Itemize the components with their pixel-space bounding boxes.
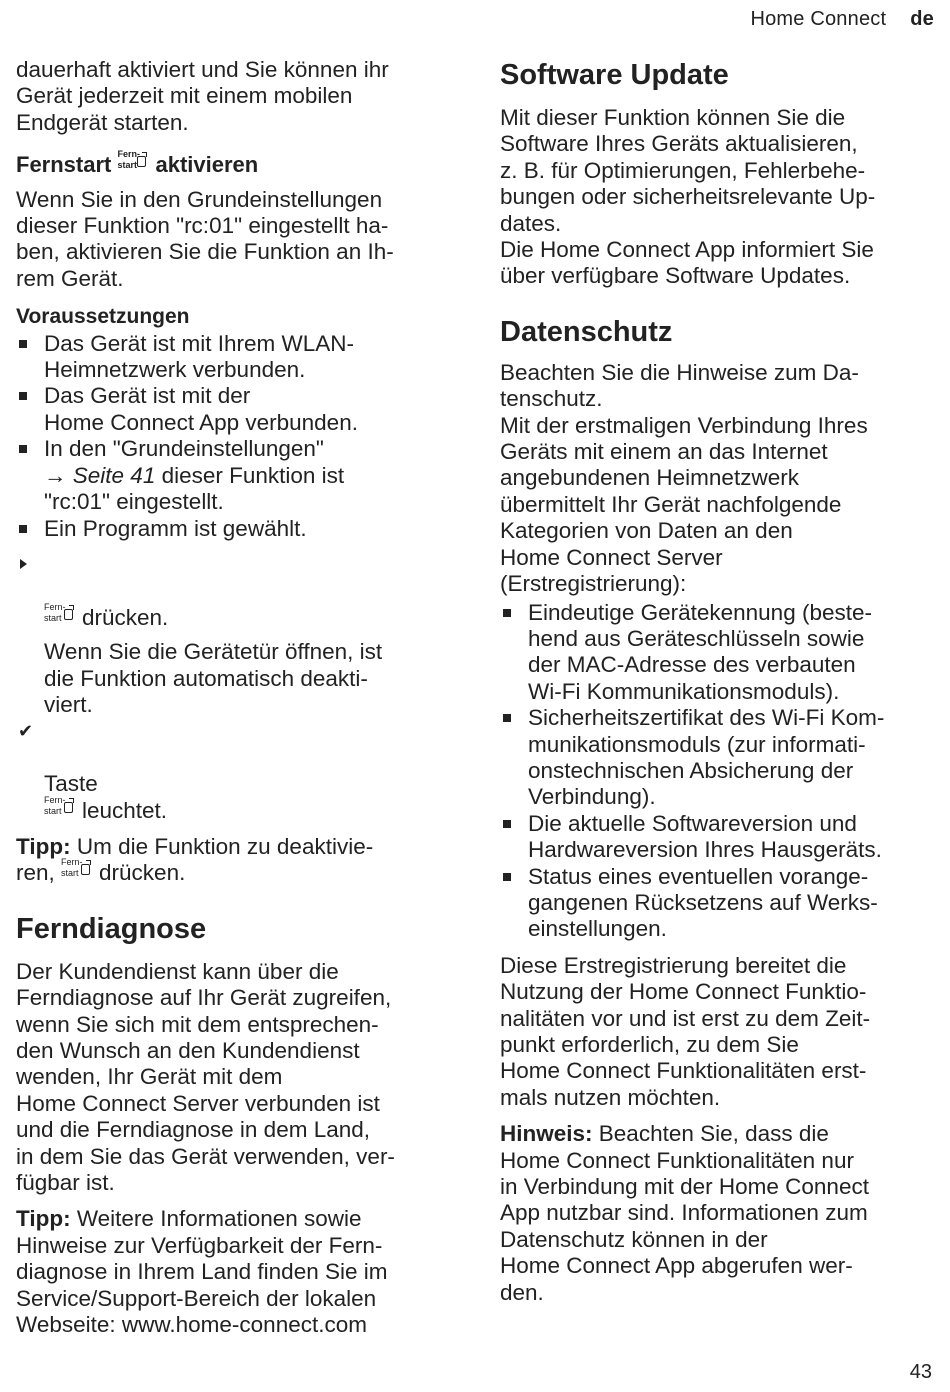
datenschutz-heading: Datenschutz — [500, 315, 673, 348]
running-header — [750, 8, 934, 31]
page-number: 43 — [909, 1361, 932, 1383]
fernstart-heading: Fernstart Fern- start aktivieren — [16, 149, 259, 178]
action-step: Fern- start drücken. — [16, 552, 456, 631]
list-item: Das Gerät ist mit der Home Connect App verbunden. — [16, 383, 456, 436]
result-line: ✔ Taste Fern- start leuchtet. — [16, 718, 456, 824]
check-icon: ✔ — [18, 721, 34, 742]
erstregistrierung-paragraph: Diese Erstregistrierung bereitet die Nutzung der Home Connect Funktio- nalitäten vor und ist erst zu dem Zeit- punkt erforderlich, zu dem Sie Home Connect Funktionalitäten erst- mals nutzen möchten. — [500, 952, 871, 1110]
list-item: In den "Grundeinstellungen" → Seite 41 dieser Funktion ist "rc:01" eingestellt. — [16, 436, 456, 515]
bullet-icon — [19, 525, 27, 533]
list-item: Eindeutige Gerätekennung (beste- hend aus Geräteschlüsseln sowie der MAC-Adresse des verbauten Wi-Fi Kommunikationsmoduls). — [500, 600, 938, 706]
header-title: Home Connect — [750, 8, 887, 30]
hinweis-paragraph: Hinweis: Beachten Sie, dass die Home Connect Funktionalitäten nur in Verbindung mit der Home Connect App nutzbar sind. Informationen zum Datenschutz können in der Home Connect App abgerufen wer- den. — [500, 1121, 869, 1305]
fernstart-icon: Fern- start — [44, 798, 78, 822]
list-item: Die aktuelle Softwareversion und Hardwareversion Ihres Hausgeräts. — [500, 811, 938, 864]
step-note: Wenn Sie die Gerätetür öffnen, ist die Funktion automatisch deakti- viert. — [44, 639, 383, 717]
bullet-icon — [503, 820, 511, 828]
list-item: Das Gerät ist mit Ihrem WLAN- Heimnetzwerk verbunden. — [16, 331, 456, 384]
bullet-icon — [19, 445, 27, 453]
bullet-icon — [19, 340, 27, 348]
list-item: Status eines eventuellen vorange- gangenen Rücksetzens auf Werks- einstellungen. — [500, 864, 938, 943]
right-column — [500, 57, 938, 1306]
list-item: Sicherheitszertifikat des Wi-Fi Kom- munikationsmoduls (zur informati- onstechnischen Absicherung der Verbindung). — [500, 705, 938, 811]
prerequisites-list — [16, 331, 456, 542]
prerequisites-heading: Voraussetzungen — [16, 305, 190, 329]
page-reference: Seite 41 — [72, 462, 156, 488]
header-language: de — [910, 8, 934, 30]
tip-deactivate: Tipp: Um die Funktion zu deaktivie- ren, Fern- start drücken. — [16, 833, 374, 886]
bullet-icon — [19, 392, 27, 400]
bullet-icon — [503, 609, 511, 617]
software-update-heading: Software Update — [500, 59, 729, 91]
fernstart-icon: Fern- start — [44, 605, 78, 629]
fernstart-icon: Fern- start — [117, 152, 151, 176]
bullet-icon — [503, 714, 511, 722]
tip-ferndiagnose: Tipp: Weitere Informationen sowie Hinweise zur Verfügbarkeit der Fern- diagnose in Ihrem Land finden Sie im Service/Support-Bereich der lokalen Webseite: www.home-connect.com — [16, 1206, 388, 1338]
ferndiagnose-paragraph: Der Kundendienst kann über die Ferndiagnose auf Ihr Gerät zugreifen, wenn Sie sich mit dem entsprechen- den Wunsch an den Kundendienst wenden, Ihr Gerät mit dem Home Connect Server verbunden ist und die Ferndiagnose in dem Land, in dem Sie das Gerät verwenden, ver- fügbar ist. — [16, 958, 395, 1196]
list-item: Ein Programm ist gewählt. — [16, 516, 456, 542]
fernstart-icon: Fern- start — [61, 860, 95, 884]
bullet-icon — [503, 873, 511, 881]
step-arrow-icon — [20, 559, 27, 569]
software-update-paragraph: Mit dieser Funktion können Sie die Software Ihres Geräts aktualisieren, z. B. für Optimierungen, Fehlerbehe- bungen oder sicherheitsrelevante Up- dates. Die Home Connect App informiert Sie über verfügbare Software Updates. — [500, 105, 876, 289]
intro-paragraph: dauerhaft aktiviert und Sie können ihr Gerät jederzeit mit einem mobilen Endgerät starten. — [16, 57, 389, 135]
fernstart-paragraph: Wenn Sie in den Grundeinstellungen dieser Funktion "rc:01" eingestellt ha- ben, aktivieren Sie die Funktion an Ih- rem Gerät. — [16, 186, 394, 291]
left-column — [16, 57, 456, 1338]
ferndiagnose-heading: Ferndiagnose — [16, 912, 207, 945]
data-categories-list — [500, 600, 938, 943]
datenschutz-paragraph: Beachten Sie die Hinweise zum Da- tenschutz. Mit der erstmaligen Verbindung Ihres Geräts mit einem an das Internet angebundenen Heimnetzwerk übermittelt Ihr Gerät nachfolgende Kategorien von Daten an den Home Connect Server (Erstregistrierung): — [500, 359, 868, 597]
